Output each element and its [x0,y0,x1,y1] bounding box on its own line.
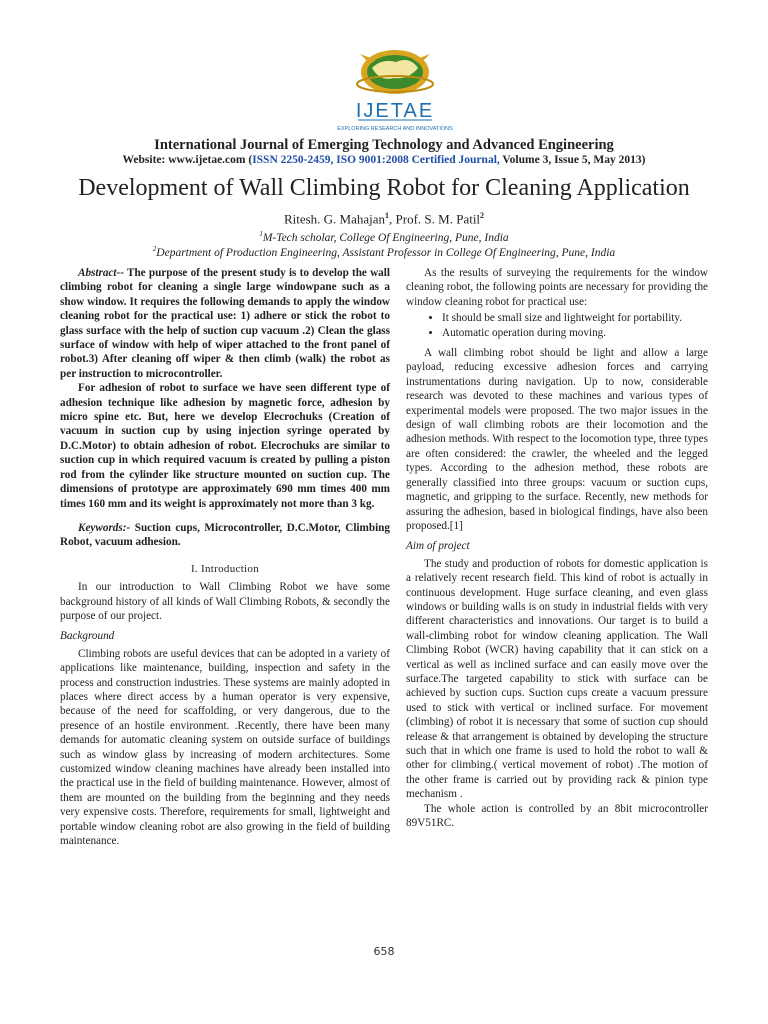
author-line [0,211,768,227]
page-number: 658 [373,945,395,958]
controller-paragraph: The whole action is controlled by an 8bit microcontroller 89V51RC. [406,802,708,830]
requirements-paragraph: As the results of surveying the requirements for the window cleaning robot, the following points are necessary for providing the window cleaning robot for practical use: [406,267,708,308]
abstract-label: Abstract-- [78,267,124,279]
journal-website-line [0,154,768,166]
left-column [60,266,390,848]
intro-paragraph: In our introduction to Wall Climbing Robot we have some background history of all kinds of Wall Climbing Robots, & secondly the purpose of our project. [60,581,390,622]
abstract-text: The purpose of the present study is to develop the wall climbing robot for cleaning a single large windowpane such as a show window. It requires the following demands to apply the window cleaning robot for the practical use: 1) adhere or stick the robot to glass surface with the help of suction cup vacuum .2) Clean the glass surface of window with help of wiper attached to the front panel of robot.3) After cleaning off wiper & then climb (walk) the robot as per instruction to microcontroller. [60,267,390,380]
logo-tagline: EXPLORING RESEARCH AND INNOVATIONS [337,126,453,132]
author-separator: , [389,211,396,227]
affiliation-1-sup: 1 [259,230,263,238]
background-paragraph: Climbing robots are useful devices that can be adopted in a variety of applications like maintenance, building, inspection and safety in the process and construction industries. These systems are mainly adopted in places where direct access by a human operator is very expensive, because of the need for scaffolding, or very dangerous, due to the presence of an hostile environment. .Recently, there have been many demands for automatic cleaning system on outside surface of buildings such as window glass by increasing of modern architectures. Some customized window cleaning machines have already been installed into the practical use in the field of building maintenance. However, almost of them are mounted on the building from the beginning and they needs very expensive costs. Therefore, requirements for small, lightweight and portable window cleaning robot are also growing in the field of building maintenance. [60,647,390,848]
keywords-label: Keywords:- [78,521,131,534]
keywords-text: Suction cups, Microcontroller, D.C.Motor, Climbing Robot, vacuum adhesion. [60,521,390,549]
requirements-list [406,311,708,340]
author-2-sup: 2 [480,211,485,220]
right-column [406,266,708,830]
wall-climbing-paragraph: A wall climbing robot should be light and allow a large payload, reducing excessive adhesion forces and carrying instrumentations during navigation. Up to now, considerable research was devoted to these machines and various types of experimental models were proposed. The two major issues in the design of wall climbing robots are their locomotion and the adhesion methods. With respect to the locomotion type, three types are often considered: the crawler, the wheeled and the legged types. According to the adhesion method, these robots are generally classified into three groups: vacuum or suction cups, magnetic, and gripping to the surface. Recently, new methods for assuring the adhesion, based in biological findings, have also been proposed.[1] [406,347,708,532]
affiliation-2 [0,245,768,259]
journal-logo [330,44,460,140]
journal-volume: Volume 3, Issue 5, May 2013) [499,154,646,166]
background-heading: Background [60,630,115,643]
journal-issn: ISSN 2250-2459, ISO 9001:2008 Certified Journal, [252,154,500,166]
list-item: • Automatic operation during moving. [442,326,708,340]
list-item: • It should be small size and lightweight for portability. [442,311,708,325]
author-2: Prof. S. M. Patil [395,211,481,227]
journal-website: Website: www.ijetae.com ( [122,154,253,166]
affiliation-1-text: M-Tech scholar, College Of Engineering, Pune, India [262,231,509,244]
paper-title: Development of Wall Climbing Robot for Cleaning Application [78,175,690,201]
author-1: Ritesh. G. Mahajan [283,211,386,227]
affiliation-2-text: Department of Production Engineering, Assistant Professor in College Of Engineering, Pune, India [156,246,616,259]
logo-wordmark: IJETAE [355,100,435,122]
abstract-paragraph-2: For adhesion of robot to surface we have seen different type of adhesion technique like adhesion by magnetic force, adhesion by micro spine etc. But, here we develop Elecrochuks (Creation of vacuum in suction cup by using injection syringe operated by D.C.Motor) to obtain adhesion of robot. Elecrochuks are similar to suction cup in which required vacuum is created by pulling a piston rod from the cylinder like structure mounted on suction cup. The dimensions of prototype are approximately 690 mm times 400 mm times 160 mm and its weight is approximately not more than 3 kg. [60,382,390,510]
aim-heading: Aim of project [406,540,470,553]
keywords-paragraph [60,521,390,550]
author-1-sup: 1 [385,211,390,220]
journal-title: International Journal of Emerging Technology and Advanced Engineering [154,137,614,153]
section-introduction-heading: I. Introduction [190,562,260,575]
abstract-paragraph [60,266,390,381]
affiliation-2-sup: 2 [152,245,157,253]
affiliation-1 [0,230,768,244]
aim-paragraph: The study and production of robots for domestic application is a relatively recent research field. This kind of robot is actually in continuous development. Huge surface cleaning, and even glass windows or building walls is on study in industrial fields with very different characteristics and innovations. Our target is to build a wall-climbing robot for window cleaning application. The Wall Climbing Robot (WCR) having capability that it can stick on a vertical as well as inclined surface and can easily move over the surface.The targeted capability to stick with surface can be achieved by suction cups. Suction cups create a vacuum pressure used to stick with vertical or inclined surface. For movement (climbing) of robot it is necessary that some of suction cup should release & that arrangement is obtained by developing the structure such that in which one frame is used to hold the robot to wall & other for climbing.( vertical movement of robot) .The motion of the other frame is carried out by providing rack & pinion type mechanism . [406,557,708,801]
